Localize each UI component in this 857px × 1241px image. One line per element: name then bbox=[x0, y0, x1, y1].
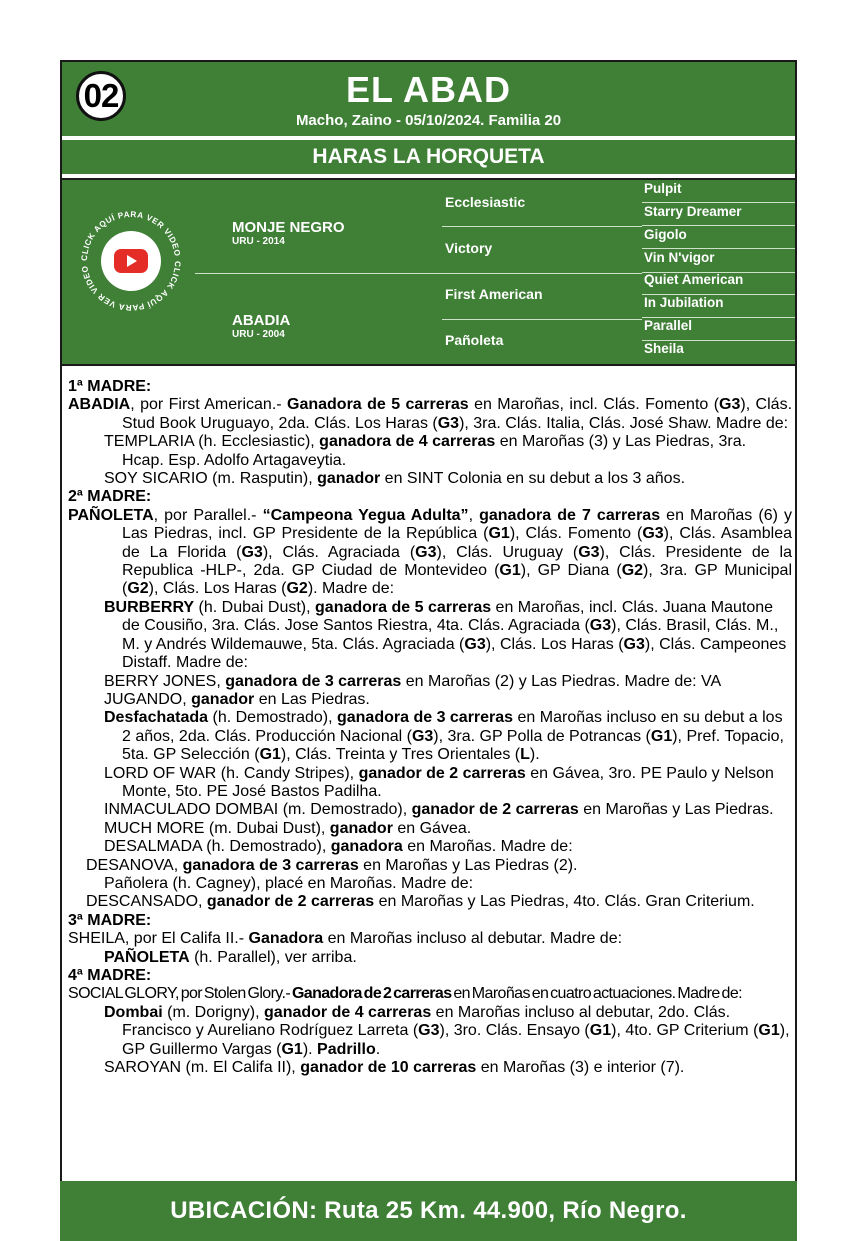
family-section bbox=[68, 378, 792, 1077]
entry-soy-sicario: SOY SICARIO (m. Rasputin), ganador en SINT Colonia en su debut a los 3 años. bbox=[104, 470, 686, 488]
pedigree-line bbox=[642, 202, 795, 203]
great-grandparent-8: Sheila bbox=[644, 341, 684, 356]
second-dam-heading: 2ª MADRE: bbox=[68, 488, 152, 506]
entry-much-more: MUCH MORE (m. Dubai Dust), ganador en Gávea. bbox=[104, 819, 472, 837]
dam bbox=[232, 313, 290, 340]
pedigree-line bbox=[642, 225, 795, 226]
lot-number-badge: 02 bbox=[76, 71, 126, 121]
fourth-dam-heading: 4ª MADRE: bbox=[68, 967, 152, 984]
great-grandparent-4: Vin N'vigor bbox=[644, 250, 715, 265]
entry-desanova: DESANOVA, ganadora de 3 carreras en Maroñas y Las Piedras (2). bbox=[86, 856, 578, 874]
entry-desalmada: DESALMADA (h. Demostrado), ganadora en Maroñas. Madre de: bbox=[104, 838, 573, 856]
video-label-repeat: CLICK AQUÍ PARA VER VIDEO bbox=[80, 260, 183, 313]
horse-subtitle: Macho, Zaino - 05/10/2024. Familia 20 bbox=[295, 112, 562, 129]
third-dam-heading: 3ª MADRE: bbox=[68, 911, 152, 929]
entry-saroyan: SAROYAN (m. El Califa II), ganador de 10 carreras en Maroñas (3) e interior (7). bbox=[104, 1059, 685, 1077]
entry-descansado: DESCANSADO, ganador de 2 carreras en Maroñas y Las Piedras, 4to. Clás. Gran Criterium. bbox=[86, 893, 755, 911]
video-label: CLICK AQUÍ PARA VER VIDEO bbox=[79, 209, 182, 262]
pedigree-line bbox=[642, 248, 795, 249]
entry-panoleta: PAÑOLETA, por Parallel.- “Campeona Yegua Adulta”, ganadora de 7 carreras en Maroñas (6) y Las Piedras, incl. GP Presidente de la República (G1), Clás. Fomento (G3), Clás. Asamblea de La Florida (G3), Clás. Agraciada (G3), Clás. Uruguay (G3), Clás. Presidente de la Republica -HLP-, 2da. GP Ciudad de Montevideo (G1), GP Diana (G2), 3ra. GP Municipal (G2), Clás. Los Haras (G2). Madre de: bbox=[68, 506, 793, 598]
entry-dombai: Dombai (m. Dorigny), ganador de 4 carreras en Maroñas incluso al debutar, 2do. Clás. Francisco y Aureliano Rodríguez Larreta (G3), 3ro. Clás. Ensayo (G1), 4to. GP Criterium (G1), GP Guillermo Vargas (G1). Padrillo. bbox=[104, 1003, 790, 1058]
entry-social-glory: SOCIAL GLORY, por Stolen Glory.- Ganadora de 2 carreras en Maroñas en cuatro actuaciones. Madre de: bbox=[68, 985, 742, 1003]
pedigree-line bbox=[442, 273, 642, 274]
entry-burberry: BURBERRY (h. Dubai Dust), ganadora de 5 carreras en Maroñas, incl. Clás. Juana Mautone de Cousiño, 3ra. Clás. Jose Santos Riestra, 4ta. Clás. Agraciada (G3), Clás. Brasil, Clás. M., M. y Andrés Wildemauwe, 5ta. Clás. Agraciada (G3), Clás. Los Haras (G3), Clás. Campeones Distaff. Madre de: bbox=[104, 598, 787, 672]
entry-panolera: Pañolera (h. Cagney), placé en Maroñas. Madre de: bbox=[104, 874, 474, 892]
dam-info: URU - 2004 bbox=[232, 329, 285, 340]
horse-name: EL ABAD bbox=[345, 69, 511, 110]
pedigree-line bbox=[442, 226, 642, 227]
sire bbox=[232, 220, 345, 247]
sire-info: URU - 2014 bbox=[232, 236, 285, 247]
pedigree-line bbox=[442, 319, 642, 320]
breeder-name: HARAS LA HORQUETA bbox=[62, 140, 795, 174]
location-footer: UBICACIÓN: Ruta 25 Km. 44.900, Río Negro. bbox=[60, 1181, 797, 1241]
grandparent-2: Victory bbox=[445, 240, 493, 256]
entry-berry-jones: BERRY JONES, ganadora de 3 carreras en Maroñas (2) y Las Piedras. Madre de: VA JUGANDO, ganador en Las Piedras. bbox=[104, 672, 721, 708]
entry-sheila: SHEILA, por El Califa II.- Ganadora en Maroñas incluso al debutar. Madre de: bbox=[68, 930, 623, 948]
great-grandparent-2: Starry Dreamer bbox=[644, 204, 742, 219]
video-link[interactable] bbox=[76, 206, 186, 316]
entry-inmaculado-dombai: INMACULADO DOMBAI (m. Demostrado), ganador de 2 carreras en Maroñas y Las Piedras. bbox=[104, 801, 774, 819]
great-grandparent-3: Gigolo bbox=[644, 227, 687, 242]
dam-name: ABADIA bbox=[232, 312, 291, 329]
great-grandparent-6: In Jubilation bbox=[644, 295, 724, 310]
great-grandparent-7: Parallel bbox=[644, 318, 693, 333]
entry-panoleta-ref: PAÑOLETA (h. Parallel), ver arriba. bbox=[104, 948, 357, 966]
grandparent-4: Pañoleta bbox=[445, 332, 504, 348]
entry-desfachatada: Desfachatada (h. Demostrado), ganadora de 3 carreras en Maroñas incluso en su debut a los 2 años, 2da. Clás. Producción Nacional (G3), 3ra. GP Polla de Potrancas (G1), Pref. Topacio, 5ta. GP Selección (G1), Clás. Treinta y Tres Orientales (L). bbox=[104, 709, 784, 764]
pedigree-line bbox=[195, 273, 442, 274]
grandparent-1: Ecclesiastic bbox=[445, 194, 526, 210]
great-grandparent-1: Pulpit bbox=[644, 181, 682, 196]
entry-abadia: ABADIA, por First American.- Ganadora de 5 carreras en Maroñas, incl. Clás. Fomento (G3), Clás. Stud Book Uruguayo, 2da. Clás. Los Haras (G3), 3ra. Clás. Italia, Clás. José Shaw. Madre de: bbox=[68, 396, 793, 432]
entry-lord-of-war: LORD OF WAR (h. Candy Stripes), ganador de 2 carreras en Gávea, 3ro. PE Paulo y Nelson Monte, 5to. PE José Bastos Padilha. bbox=[104, 764, 774, 800]
catalog-page bbox=[60, 60, 797, 1241]
header-band bbox=[62, 62, 795, 136]
first-dam-heading: 1ª MADRE: bbox=[68, 378, 152, 395]
sire-name: MONJE NEGRO bbox=[232, 219, 345, 236]
video-badge-icon[interactable] bbox=[76, 206, 186, 316]
grandparent-3: First American bbox=[445, 286, 543, 302]
great-grandparent-5: Quiet American bbox=[644, 272, 744, 287]
pedigree-table bbox=[62, 178, 795, 366]
entry-templaria: TEMPLARIA (h. Ecclesiastic), ganadora de 4 carreras en Maroñas (3) y Las Piedras, 3ra. Hcap. Esp. Adolfo Artagaveytia. bbox=[104, 433, 747, 469]
